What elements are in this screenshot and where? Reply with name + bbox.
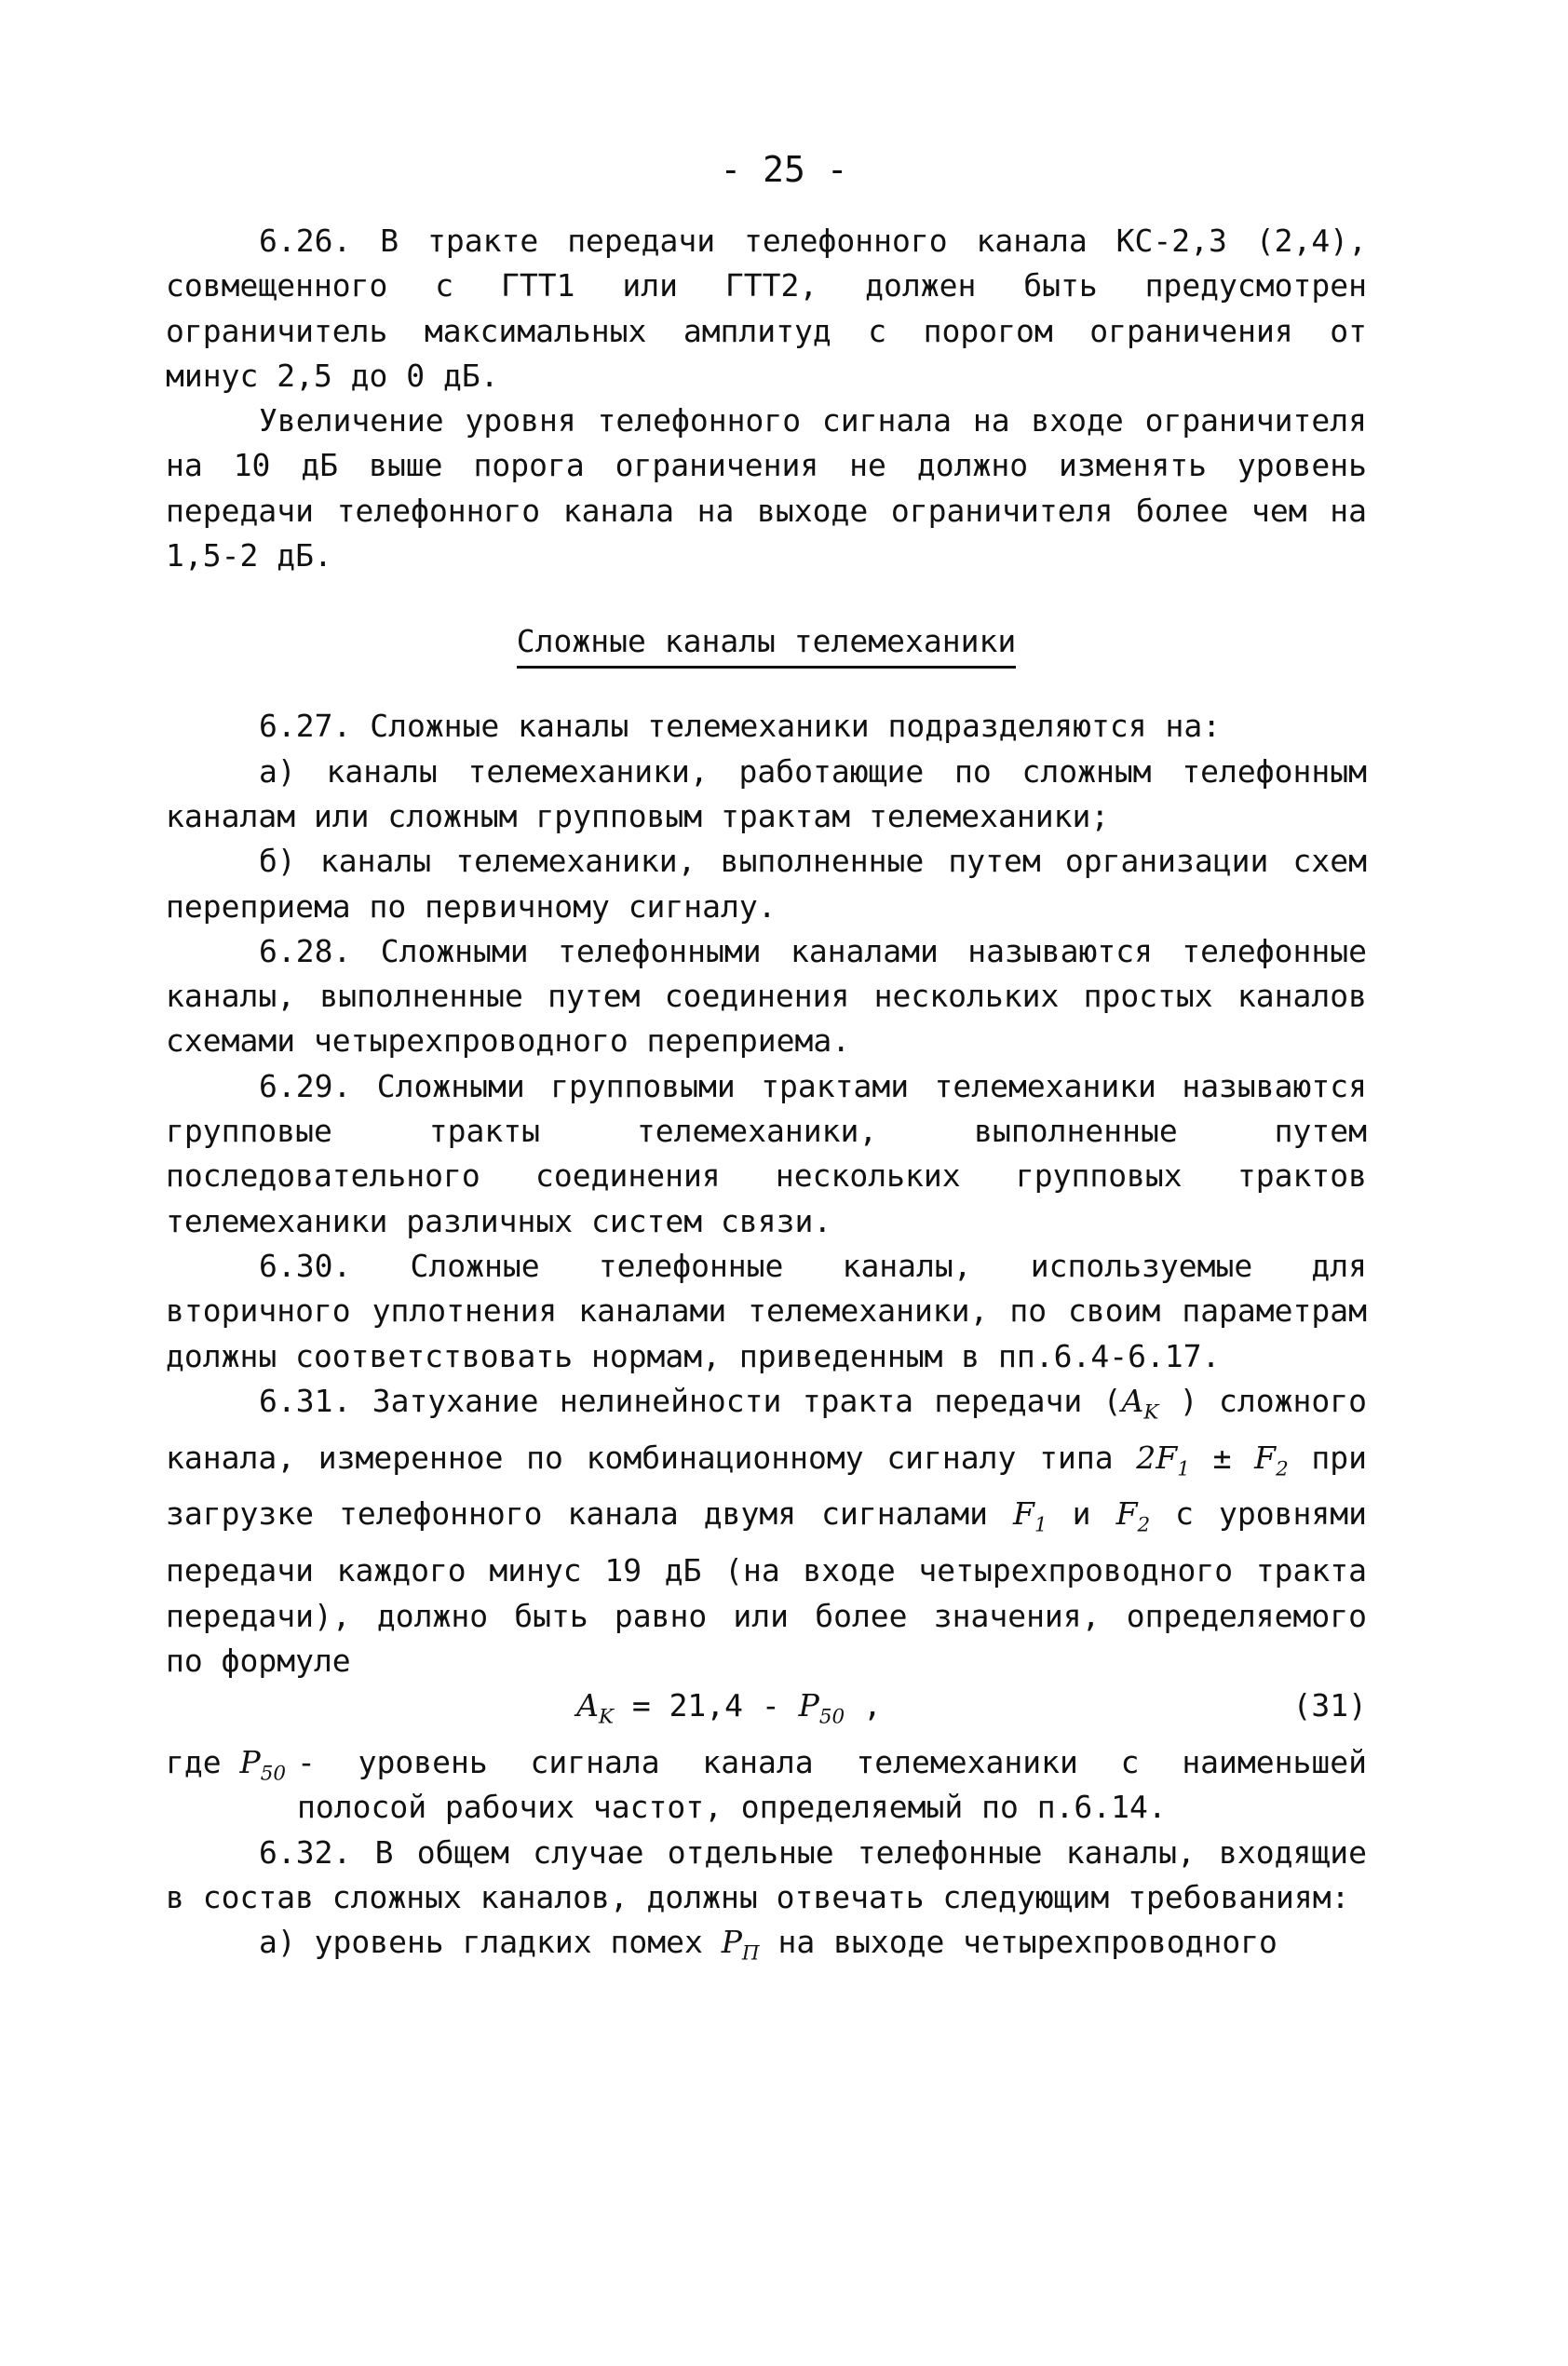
- paragraph-6-27-a: а) каналы телемеханики, работающие по сложным телефонным каналам или сложным групповым трактам телемеханики;: [166, 752, 1367, 834]
- formula-p50: $P_{50}$: [798, 1687, 845, 1729]
- paragraph-6-31: 6.31. Затухание нелинейности тракта передачи ($A_K$ ) сложного канала, измеренное по комбинационному сигналу типа $2F_1 \pm F_2$ при загрузке телефонного канала двумя сигналами $F_1$ и $F_2$ с уровнями передачи каждого минус 19 дБ (на входе четырехпроводного тракта передачи), должно быть равно или более значения, определяемого по формуле: [166, 1382, 1368, 1679]
- where-clause: где $P_{50}$ - уровень сигнала канала телемеханики с наименьшей полосой рабочих частот, определяемый по п.6.14.: [166, 1743, 1367, 1826]
- var-f2b: $F_2$: [1115, 1495, 1151, 1537]
- paragraph-6-27: 6.27. Сложные каналы телемеханики подразделяются на:: [259, 708, 1222, 745]
- formula-number: (31): [1292, 1687, 1367, 1724]
- page-number: - 25 -: [720, 149, 848, 190]
- section-heading: Сложные каналы телемеханики: [166, 619, 1367, 669]
- paragraph-6-28: 6.28. Сложными телефонными каналами называются телефонные каналы, выполненные путем соединения нескольких простых каналов схемами четырехпроводного переприема.: [166, 932, 1367, 1060]
- var-combo: $2F_1$: [1136, 1439, 1190, 1481]
- where-var: $P_{50}$: [239, 1743, 286, 1786]
- paragraph-6-30: 6.30. Сложные телефонные каналы, используемые для вторичного уплотнения каналами телемеханики, по своим параметрам должны соответствовать нормам, приведенным в пп.6.4-6.17.: [166, 1247, 1367, 1374]
- formula-31: $A_K = 21,4 - P_{50}$ , (31): [166, 1683, 1367, 1740]
- paragraph-6-27-b: б) каналы телемеханики, выполненные путем организации схем переприема по первичному сигналу.: [166, 843, 1367, 925]
- var-pp: $P_П$: [721, 1924, 760, 1966]
- body-text: [166, 219, 1367, 1977]
- paragraph-6-32: 6.32. В общем случае отдельные телефонные каналы, входящие в состав сложных каналов, должны отвечать следующим требованиям:: [166, 1833, 1367, 1915]
- var-f1b: $F_1$: [1013, 1495, 1048, 1537]
- paragraph-6-26-continued: Увеличение уровня телефонного сигнала на входе ограничителя на 10 дБ выше порога ограничения не должно изменять уровень передачи телефонного канала на выходе ограничителя более чем на 1,5-2 дБ.: [166, 402, 1367, 575]
- paragraph-6-29: 6.29. Сложными групповыми трактами телемеханики называются групповые тракты телемеханики, выполненные путем последовательного соединения нескольких групповых трактов телемеханики различных систем связи.: [166, 1067, 1367, 1239]
- paragraph-6-32-a: а) уровень гладких помех $P_П$ на выходе четырехпроводного: [259, 1924, 1277, 1966]
- var-f2: $F_2$: [1254, 1439, 1289, 1481]
- formula-lhs: $A_K$: [576, 1687, 614, 1729]
- paragraph-6-26: 6.26. В тракте передачи телефонного канала КС-2,3 (2,4), совмещенного с ГТТ1 или ГТТ2, должен быть предусмотрен ограничитель максимальных амплитуд с порогом ограничения от минус 2,5 до 0 дБ.: [166, 223, 1367, 394]
- var-ak: $A_K$: [1121, 1382, 1159, 1425]
